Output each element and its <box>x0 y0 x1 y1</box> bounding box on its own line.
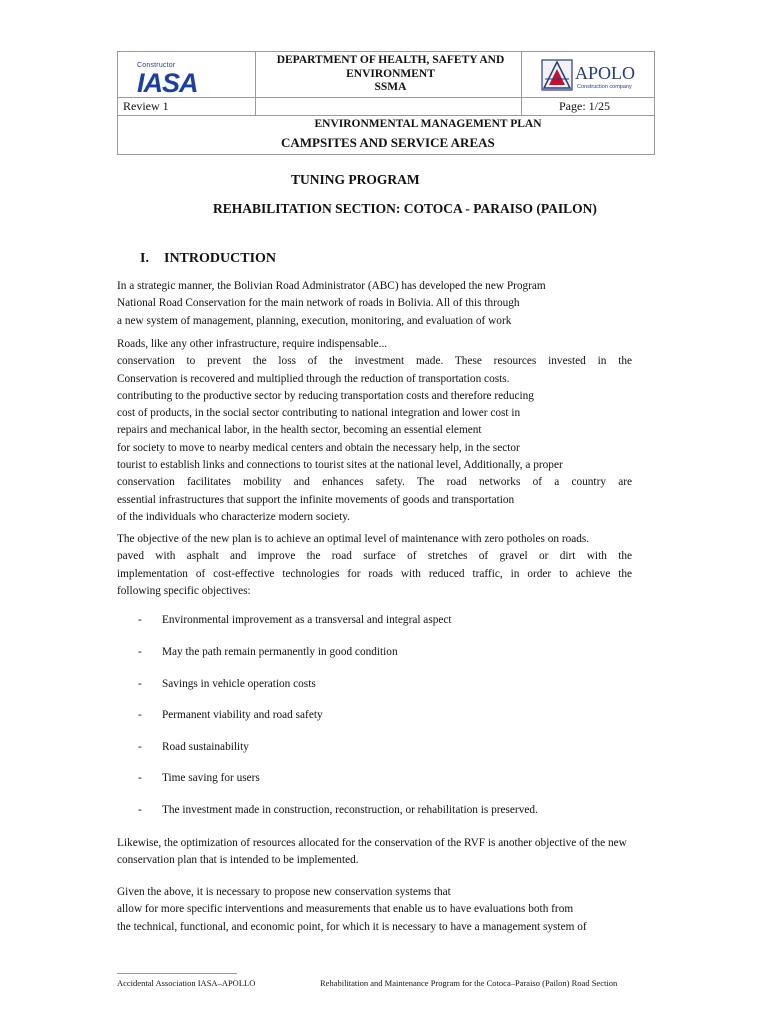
text-line: essential infrastructures that support the infinite movements of goods and transportation <box>117 493 515 506</box>
footer-divider <box>117 973 237 974</box>
text-line: Conservation is recovered and multiplied through the reduction of transportation costs. <box>117 372 510 385</box>
heading-number: I. <box>140 251 149 266</box>
list-item: - Savings in vehicle operation costs <box>138 678 316 690</box>
apolo-mark-icon <box>541 59 573 91</box>
logo-brand: APOLO <box>575 63 636 83</box>
text-line: repairs and mechanical labor, in the health sector, becoming an essential element <box>117 424 482 437</box>
text-line: the technical, functional, and economic point, for which it is necessary to have a management system of <box>117 920 587 933</box>
text-line: tourist to establish links and connections to tourist sites at the national level, Additionally, a proper <box>117 459 563 472</box>
text-line: National Road Conservation for the main network of roads in Bolivia. All of this through <box>117 297 520 310</box>
department-line: DEPARTMENT OF HEALTH, SAFETY AND <box>276 54 505 66</box>
paragraph-1 <box>117 278 546 330</box>
list-item: - Time saving for users <box>138 772 260 784</box>
text-line: contributing to the productive sector by reducing transportation costs and therefore reducing <box>117 389 534 402</box>
header-divider <box>255 52 256 115</box>
text-line: cost of products, in the social sector contributing to national integration and lower cost in <box>117 407 521 420</box>
list-item: - The investment made in construction, reconstruction, or rehabilitation is preserved. <box>138 804 538 816</box>
department-title <box>258 54 523 95</box>
iasa-logo <box>120 55 255 99</box>
text-line: following specific objectives: <box>117 584 251 597</box>
section-title: REHABILITATION SECTION: COTOCA - PARAISO (PAILON) <box>213 201 597 216</box>
list-item-text: Permanent viability and road safety <box>162 709 323 721</box>
text-line: conservation plan that is intended to be implemented. <box>117 854 359 867</box>
logo-brand: IASA <box>137 68 198 98</box>
text-line: paved with asphalt and improve the road surface of stretches of gravel or dirt with the <box>117 550 632 563</box>
footer-left-text: Accidental Association IASA–APOLLO <box>117 978 256 988</box>
text-line: conservation facilitates mobility and enhances safety. The road networks of a country are <box>117 476 632 489</box>
paragraph-5 <box>117 884 587 936</box>
list-item-text: Road sustainability <box>162 741 249 753</box>
text-line: of the individuals who characterize modern society. <box>117 510 350 523</box>
footer-right-text: Rehabilitation and Maintenance Program for the Cotoca–Paraiso (Pailon) Road Section <box>320 978 618 988</box>
paragraph-3 <box>117 531 632 600</box>
text-line: conservation to prevent the loss of the investment made. These resources invested in the <box>117 355 632 368</box>
list-item-text: Environmental improvement as a transversal and integral aspect <box>162 614 452 626</box>
department-line: SSMA <box>374 81 407 93</box>
text-line: In a strategic manner, the Bolivian Road Administrator (ABC) has developed the new Program <box>117 280 546 292</box>
document-header-table <box>117 51 655 155</box>
introduction-heading <box>140 251 276 267</box>
list-item-text: Time saving for users <box>162 772 260 784</box>
text-line: Likewise, the optimization of resources allocated for the conservation of the RVF is another objective of the new <box>117 837 627 849</box>
list-item: - Environmental improvement as a transversal and integral aspect <box>138 614 452 626</box>
list-item-text: Savings in vehicle operation costs <box>162 678 316 690</box>
paragraph-2 <box>117 336 632 526</box>
logo-subtitle: Construction company <box>577 84 632 90</box>
plan-subtitle: CAMPSITES AND SERVICE AREAS <box>281 135 495 150</box>
header-divider <box>118 115 654 116</box>
plan-title: ENVIRONMENTAL MANAGEMENT PLAN <box>314 118 542 130</box>
list-item-text: May the path remain permanently in good condition <box>162 646 398 658</box>
text-line: allow for more specific interventions and measurements that enable us to have evaluations both from <box>117 903 574 916</box>
list-item-text: The investment made in construction, reconstruction, or rehabilitation is preserved. <box>162 804 538 816</box>
logo-subtitle: Constructor <box>137 62 176 69</box>
text-line: Roads, like any other infrastructure, require indispensable... <box>117 338 388 350</box>
list-item: - Road sustainability <box>138 741 249 753</box>
review-number: Review 1 <box>123 99 169 113</box>
list-item: - May the path remain permanently in good condition <box>138 646 398 658</box>
paragraph-4 <box>117 835 627 870</box>
apolo-logo <box>523 55 653 95</box>
department-line: ENVIRONMENT <box>346 67 435 80</box>
text-line: The objective of the new plan is to achieve an optimal level of maintenance with zero potholes on roads. <box>117 533 590 545</box>
text-line: implementation of cost-effective technologies for roads with reduced traffic, in order to achieve the <box>117 567 632 580</box>
text-line: for society to move to nearby medical centers and obtain the necessary help, in the sector <box>117 441 520 454</box>
text-line: a new system of management, planning, execution, monitoring, and evaluation of work <box>117 314 512 327</box>
text-line: Given the above, it is necessary to propose new conservation systems that <box>117 886 451 898</box>
list-item: - Permanent viability and road safety <box>138 709 323 721</box>
heading-label: INTRODUCTION <box>164 251 277 266</box>
program-title: TUNING PROGRAM <box>291 172 420 187</box>
page-number: Page: 1/25 <box>559 99 610 113</box>
